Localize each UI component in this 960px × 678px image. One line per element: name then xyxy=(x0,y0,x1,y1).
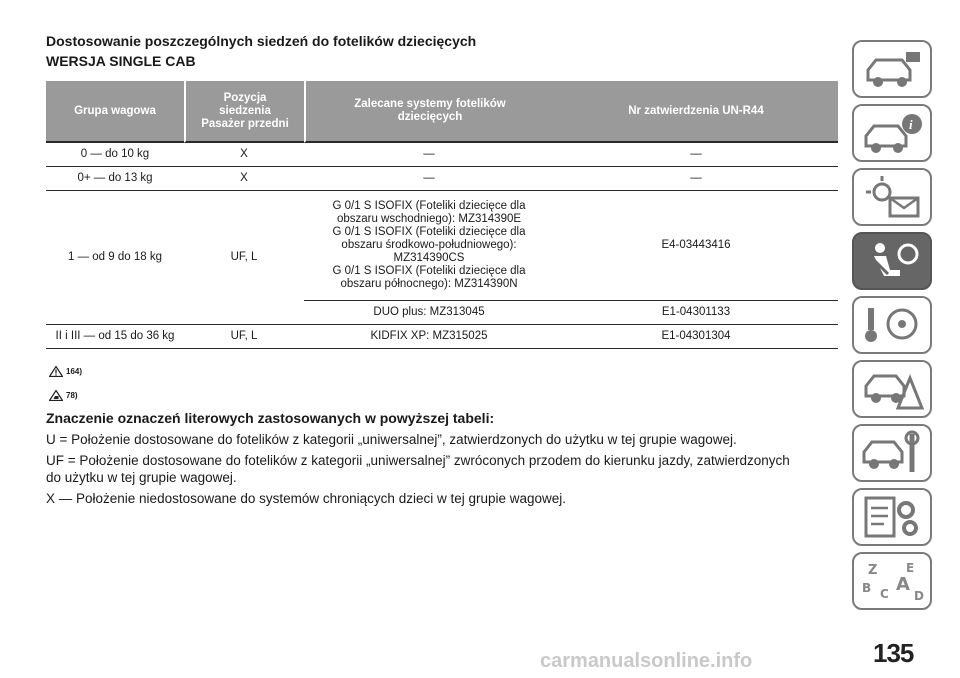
table-row xyxy=(46,143,838,167)
svg-text:B: B xyxy=(862,581,872,595)
warning-triangle-icon xyxy=(49,366,63,377)
car-info-icon xyxy=(860,110,924,156)
svg-text:C: C xyxy=(880,587,889,601)
cell-system: G 0/1 S ISOFIX (Foteliki dziecięce dla obszaru wschodniego): MZ314390E G 0/1 S ISOFIX (Foteliki dziecięce dla obszaru środkowo-południowego): MZ314390CS G 0/1 S ISOFIX (Foteliki dziecięce dla obszaru północnego): MZ314390N xyxy=(304,191,554,301)
header-recommended-systems: Zalecane systemy fotelików dziecięcych xyxy=(304,81,554,143)
car-warning-icon xyxy=(860,366,924,412)
tab-starting[interactable] xyxy=(852,296,932,354)
tab-specifications[interactable] xyxy=(852,488,932,546)
cell-group: II i III — od 15 do 36 kg xyxy=(46,325,184,349)
cell-position: X xyxy=(184,167,304,191)
cell-group: 1 — od 9 do 18 kg xyxy=(46,191,184,325)
legend-x: X — Położenie niedostosowane do systemów chroniących dzieci w tej grupie wagowej. xyxy=(46,491,567,506)
watermark: carmanualsonline.info xyxy=(540,650,753,672)
warning-reference-1[interactable] xyxy=(49,366,82,377)
section-title: Dostosowanie poszczególnych siedzeń do fotelików dziecięcych xyxy=(46,33,477,49)
tab-info[interactable] xyxy=(852,104,932,162)
cell-approval: E1-04301304 xyxy=(554,325,838,349)
key-steering-icon xyxy=(860,302,924,348)
cell-system: — xyxy=(304,167,554,191)
tab-emergency[interactable] xyxy=(852,360,932,418)
warning-number: 78) xyxy=(66,391,78,400)
cell-system: KIDFIX XP: MZ315025 xyxy=(304,325,554,349)
svg-text:i: i xyxy=(909,117,913,132)
svg-text:Z: Z xyxy=(868,563,878,578)
header-seat-position: Pozycja siedzenia Pasażer przedni xyxy=(184,81,304,143)
svg-text:D: D xyxy=(914,589,924,603)
cell-position: X xyxy=(184,143,304,167)
cell-system: — xyxy=(304,143,554,167)
table-row xyxy=(46,325,838,349)
cell-approval: E1-04301133 xyxy=(554,301,838,325)
svg-text:A: A xyxy=(896,574,910,595)
legend-uf: UF = Położenie dostosowane do fotelików z kategorii „uniwersalnej” zwróconych przodem do kierunku jazdy, zatwierdzonych do użytku w tej grupie wagowej. xyxy=(46,453,790,485)
legend-title: Znaczenie oznaczeń literowych zastosowanych w powyższej tabeli: xyxy=(46,410,495,426)
index-letters-icon xyxy=(860,558,924,604)
tab-dashboard[interactable] xyxy=(852,40,932,98)
cell-approval: — xyxy=(554,167,838,191)
caution-hand-icon xyxy=(49,390,63,401)
page-number: 135 xyxy=(873,638,914,668)
cell-group: 0+ — do 13 kg xyxy=(46,167,184,191)
legend-u: U = Położenie dostosowane do fotelików z kategorii „uniwersalnej”, zatwierdzonych do użytku w tej grupie wagowej. xyxy=(46,432,737,447)
child-seat-table xyxy=(46,81,838,349)
cell-system: DUO plus: MZ313045 xyxy=(304,301,554,325)
seat-airbag-icon xyxy=(860,238,924,284)
table-row xyxy=(46,167,838,191)
tab-lights[interactable] xyxy=(852,168,932,226)
svg-text:E: E xyxy=(906,561,915,575)
car-dashboard-icon xyxy=(860,46,924,92)
header-approval-number: Nr zatwierdzenia UN-R44 xyxy=(554,81,838,143)
warning-number: 164) xyxy=(66,367,83,376)
cell-group: 0 — do 10 kg xyxy=(46,143,184,167)
table-row xyxy=(46,191,838,301)
tab-maintenance[interactable] xyxy=(852,424,932,482)
cell-position: UF, L xyxy=(184,325,304,349)
cell-approval: — xyxy=(554,143,838,167)
version-title: WERSJA SINGLE CAB xyxy=(46,53,196,69)
warning-reference-2[interactable] xyxy=(49,390,78,401)
tab-index[interactable] xyxy=(852,552,932,610)
tab-safety[interactable] xyxy=(852,232,932,290)
cell-position: UF, L xyxy=(184,191,304,325)
lights-message-icon xyxy=(860,174,924,220)
specifications-gears-icon xyxy=(860,494,924,540)
table-header-row xyxy=(46,81,838,143)
car-service-icon xyxy=(860,430,924,476)
cell-approval: E4-03443416 xyxy=(554,191,838,301)
header-weight-group: Grupa wagowa xyxy=(46,81,184,143)
